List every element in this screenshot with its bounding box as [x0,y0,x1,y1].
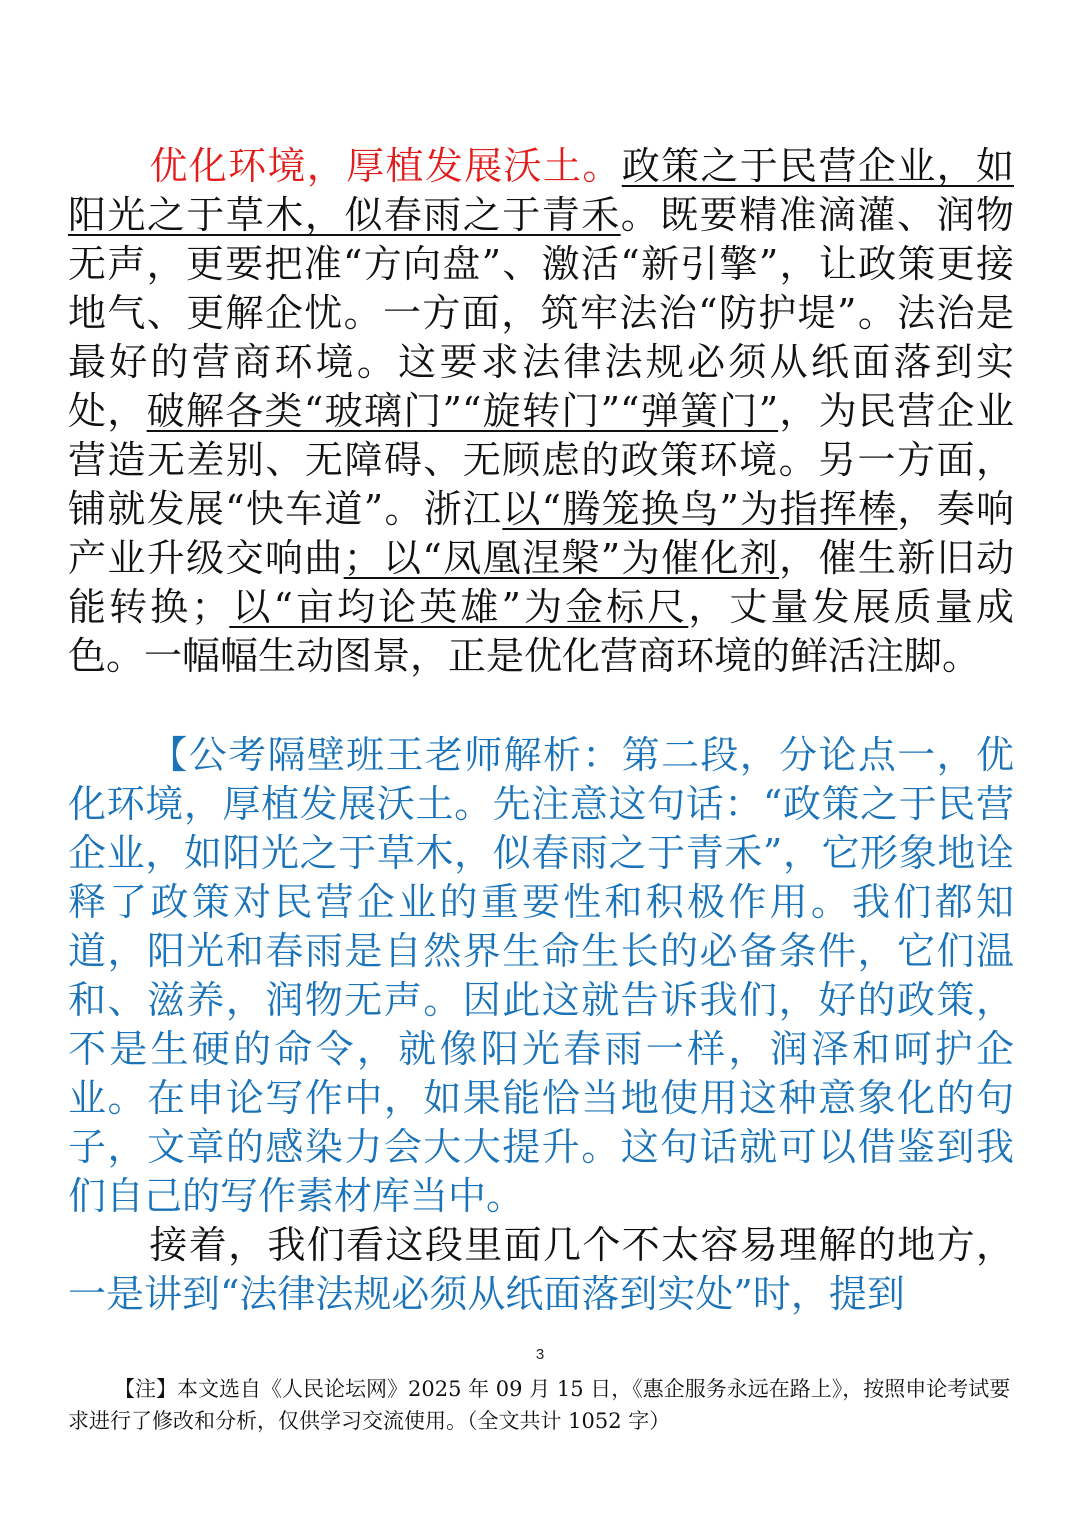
paragraph-text-1: 。既要精准滴灌、润物无声，更要把准“方向盘”、激活“新引擎”，让政策更接地气、更解企忧。一方面，筑牢法治“防护堤”。法治是最好的营商环境。这要求法律法规必须从纸面落到实处， [68,193,1014,433]
underlined-phrase-4: ；以“凤凰涅槃”为催化剂 [343,536,780,580]
paragraph-text-2: ，为民营企业营造无差别、无障碍、无顾虑的政策环境。另一方面，铺就发展“快车道”。浙江 [68,389,1014,531]
continued-text-b: 一是讲到“法律法规必须从纸面落到实处”时，提到 [68,1272,905,1316]
analysis-paragraph [68,731,1014,1221]
paragraph-text-3: ，奏响产业升级交响曲 [68,487,1014,580]
underlined-phrase-5: 以“亩均论英雄”为金标尺 [229,585,689,629]
underlined-phrase-3: 以“腾笼换鸟”为指挥棒 [502,487,898,531]
continued-text-a: 接着，我们看这段里面几个不太容易理解的地方， [148,1223,1014,1267]
underlined-phrase-2: 破解各类“玻璃门”“旋转门”“弹簧门” [146,389,779,433]
continued-paragraph [68,1221,1014,1319]
paragraph-text-5: ，丈量发展质量成色。一幅幅生动图景，正是优化营商环境的鲜活注脚。 [68,585,1014,678]
paragraph-text-4: ，催生新旧动能转换； [68,536,1014,629]
paragraph-heading: 优化环境，厚植发展沃土。 [148,144,622,188]
footnote [68,1373,1014,1437]
analysis-text: 【公考隔壁班王老师解析：第二段，分论点一，优化环境，厚植发展沃土。先注意这句话：“政策之于民营企业，如阳光之于草木，似春雨之于青禾”，它形象地诠释了政策对民营企业的重要性和积极作用。我们都知道，阳光和春雨是自然界生命生长的必备条件，它们温和、滋养，润物无声。因此这就告诉我们，好的政策，不是生硬的命令，就像阳光春雨一样，润泽和呵护企业。在申论写作中，如果能恰当地使用这种意象化的句子，文章的感染力会大大提升。这句话就可以借鉴到我们自己的写作素材库当中。 [68,733,1014,1218]
paragraph-main [68,142,1014,681]
underlined-phrase-1: 政策之于民营企业，如阳光之于草木，似春雨之于青禾 [68,144,1014,237]
page-number: 3 [535,1346,545,1363]
footnote-text: 【注】本文选自《人民论坛网》2025 年 09 月 15 日，《惠企服务永远在路上》，按照申论考试要求进行了修改和分析，仅供学习交流使用。（全文共计 1052 字） [68,1377,1011,1433]
